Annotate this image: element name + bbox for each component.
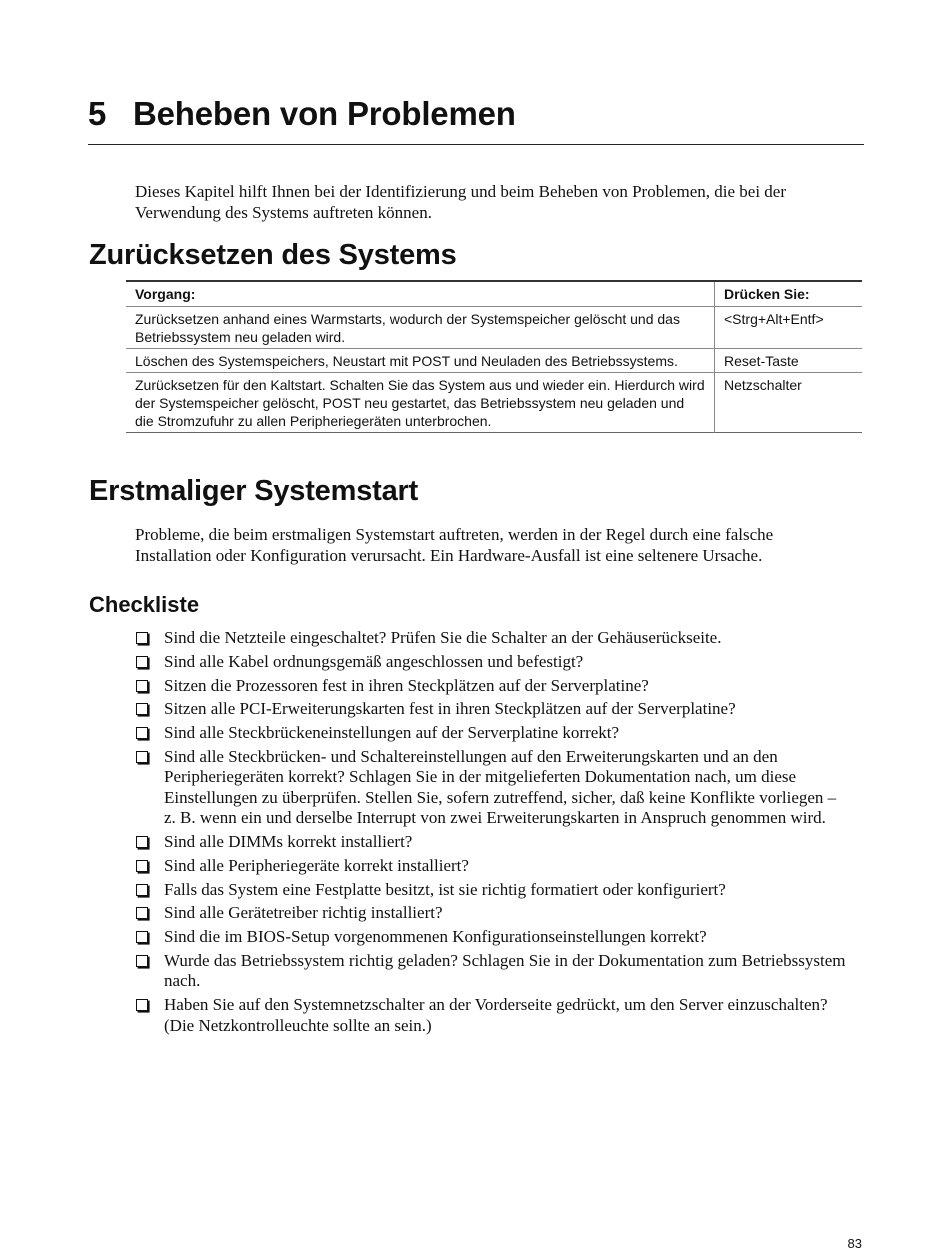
checklist-item [135,927,850,947]
startup-paragraph: Probleme, die beim erstmaligen Systemstart auftreten, werden in der Regel durch eine falsche Installation oder Konfiguration verursacht. Ein Hardware-Ausfall ist eine seltenere Ursache. [135,525,774,565]
checklist-item [135,628,850,648]
checkbox-icon [136,680,148,692]
chapter-heading [88,92,864,145]
checklist-item [135,676,850,696]
checkbox-icon [136,656,148,668]
checkbox-icon [136,727,148,739]
checklist-item-text: Wurde das Betriebssystem richtig geladen? Schlagen Sie in der Dokumentation zum Betriebssystem nach. [164,950,846,991]
checklist-item [135,880,850,900]
table-cell-keys: Netzschalter [724,377,802,393]
checklist-item [135,747,850,829]
table-row [126,349,862,373]
table-cell-keys: <Strg+Alt+Entf> [724,311,824,327]
table-header-keys: Drücken Sie: [724,286,810,302]
table-cell-keys: Reset-Taste [724,353,799,369]
checkbox-icon [136,884,148,896]
checkbox-icon [136,955,148,967]
reset-heading: Zurücksetzen des Systems [89,239,457,271]
table-header-action: Vorgang: [126,281,715,307]
checkbox-icon [136,860,148,872]
checklist-item [135,995,850,1036]
table-cell-action: Zurücksetzen für den Kaltstart. Schalten Sie das System aus und wieder ein. Hierdurch wird der Systemspeicher gelöscht, POST neu gestartet, das Betriebssystem neu geladen und die Stromzufuhr zu allen Peripheriegeräten unterbrochen. [126,373,715,433]
checklist-item-text: Sind alle Gerätetreiber richtig installiert? [164,903,443,923]
checklist-item [135,652,850,672]
checklist-item [135,699,850,719]
checklist-item-text: Haben Sie auf den Systemnetzschalter an der Vorderseite gedrückt, um den Server einzuschalten? (Die Netzkontrolleuchte sollte an sein.) [164,995,828,1035]
checkbox-icon [136,703,148,715]
startup-heading: Erstmaliger Systemstart [89,475,419,507]
chapter-number: 5 [88,95,107,132]
checklist-item-text: Sind alle DIMMs korrekt installiert? [164,832,413,851]
table-cell-action: Zurücksetzen anhand eines Warmstarts, wodurch der Systemspeicher gelöscht und das Betriebssystem neu geladen wird. [126,307,715,349]
checklist-item-text: Sind alle Steckbrücken- und Schaltereinstellungen auf den Erweiterungskarten und an den Peripheriegeräten korrekt? Schlagen Sie in der mitgelieferten Dokumentation nach, um diese Einstellungen zu überprüfen. Stellen Sie, sofern zutreffend, sicher, daß keine Konflikte vorliegen – z. B. wenn ein und derselbe Interrupt von zwei Erweiterungskarten in Anspruch genommen wird. [164,746,837,828]
checkbox-icon [136,999,148,1011]
checklist-item [135,903,850,923]
checklist-item [135,832,850,852]
checkbox-icon [136,931,148,943]
table-row [126,373,862,433]
page-number: 83 [847,1236,862,1251]
table-cell-action: Löschen des Systemspeichers, Neustart mit POST und Neuladen des Betriebssystems. [126,349,715,373]
checkbox-icon [136,751,148,763]
table-header-row [126,281,862,307]
checklist-item-text: Sind die im BIOS-Setup vorgenommenen Konfigurationseinstellungen korrekt? [164,927,707,947]
intro-paragraph: Dieses Kapitel hilft Ihnen bei der Identifizierung und beim Beheben von Problemen, die bei der Verwendung des Systems auftreten können. [135,182,786,222]
checkbox-icon [136,907,148,919]
checklist-item-text: Falls das System eine Festplatte besitzt, ist sie richtig formatiert oder konfiguriert? [164,879,726,899]
checkbox-icon [136,836,148,848]
checklist-heading: Checkliste [89,592,200,617]
checklist [135,628,850,1039]
checklist-item-text: Sind die Netzteile eingeschaltet? Prüfen Sie die Schalter an der Gehäuserückseite. [164,628,722,647]
checklist-item-text: Sind alle Peripheriegeräte korrekt installiert? [164,855,469,875]
checkbox-icon [136,632,148,644]
checklist-item-text: Sitzen die Prozessoren fest in ihren Steckplätzen auf der Serverplatine? [164,675,649,695]
chapter-title [88,92,864,136]
reset-table [126,280,862,433]
table-row [126,307,862,349]
chapter-title-text: Beheben von Problemen [133,95,516,132]
checklist-item-text: Sitzen alle PCI-Erweiterungskarten fest in ihren Steckplätzen auf der Serverplatine? [164,699,736,719]
checklist-item [135,723,850,743]
checklist-item [135,856,850,876]
checklist-item [135,951,850,992]
checklist-item-text: Sind alle Steckbrückeneinstellungen auf der Serverplatine korrekt? [164,723,620,743]
checklist-item-text: Sind alle Kabel ordnungsgemäß angeschlossen und befestigt? [164,651,584,671]
